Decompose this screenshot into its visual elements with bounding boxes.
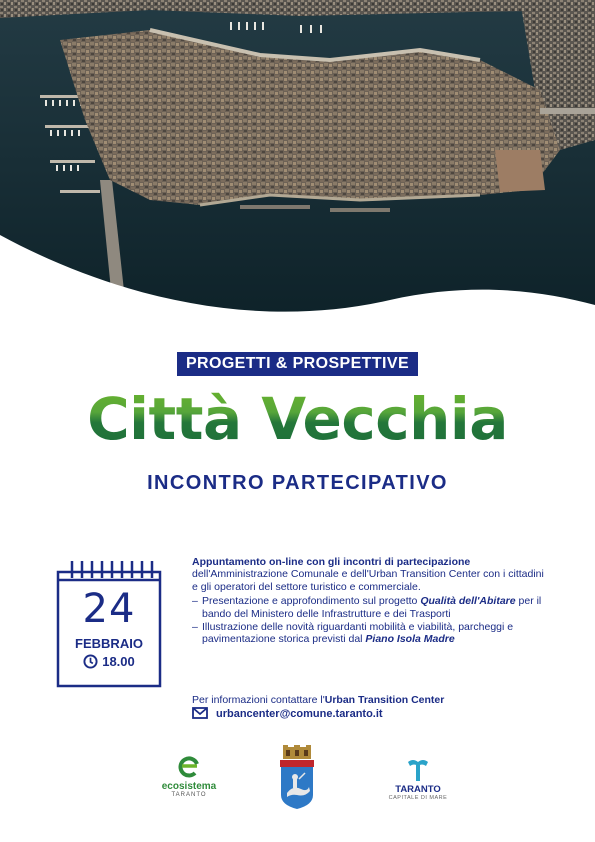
- taranto-tagline: CAPITALE DI MARE: [388, 795, 448, 801]
- ecosistema-e-icon: [178, 754, 200, 780]
- description-intro: dell'Amministrazione Comunale e dell'Urban Transition Center con i cittadini e gli operatori del settore turistico e commerciale.: [192, 568, 544, 593]
- event-day: 24: [82, 586, 136, 632]
- mail-icon: [192, 707, 208, 719]
- list-item-text: Presentazione e approfondimento sul progetto: [202, 595, 421, 608]
- page-subtitle: INCONTRO PARTECIPATIVO: [147, 472, 448, 494]
- calendar-date: [56, 558, 162, 688]
- city-crest-logo: [277, 745, 317, 810]
- page-title: Città Vecchia: [0, 384, 595, 454]
- list-item: [192, 621, 552, 646]
- contact-org: Urban Transition Center: [324, 694, 445, 706]
- ecosistema-city: TARANTO: [171, 792, 207, 798]
- project-name: Qualità dell'Abitare: [420, 595, 516, 608]
- ecosistema-name: ecosistema: [161, 781, 217, 792]
- list-item-text: Illustrazione delle novità riguardanti mobilità e viabilità, parcheggi e pavimentazione storica previsti dal: [202, 621, 514, 646]
- aerial-photo: [0, 0, 595, 318]
- tag-wrap: [0, 352, 595, 376]
- event-description: [192, 556, 552, 646]
- plan-name: Piano Isola Madre: [365, 633, 455, 646]
- contact-text: Per informazioni contattare l': [192, 694, 325, 706]
- email-link[interactable]: urbancenter@comune.taranto.it: [216, 708, 383, 720]
- taranto-logo: [380, 758, 456, 801]
- description-lead: Appuntamento on-line con gli incontri di partecipazione: [192, 556, 471, 568]
- description-list: [192, 595, 552, 646]
- taranto-name: TARANTO: [395, 784, 441, 795]
- contact-info: [192, 694, 552, 706]
- crest-icon: [277, 745, 317, 810]
- clock-icon: [83, 654, 98, 669]
- ecosistema-logo: [154, 754, 224, 798]
- taranto-t-icon: [406, 758, 430, 782]
- event-month: FEBBRAIO: [75, 636, 143, 651]
- event-time-row: [56, 654, 162, 669]
- section-tag: PROGETTI & PROSPETTIVE: [177, 352, 418, 376]
- event-time: 18.00: [102, 654, 135, 669]
- list-item: [192, 595, 552, 620]
- email-row: [192, 707, 383, 720]
- list-item-text: per il bando del Ministero delle Infrastrutture e dei Trasporti: [202, 595, 542, 620]
